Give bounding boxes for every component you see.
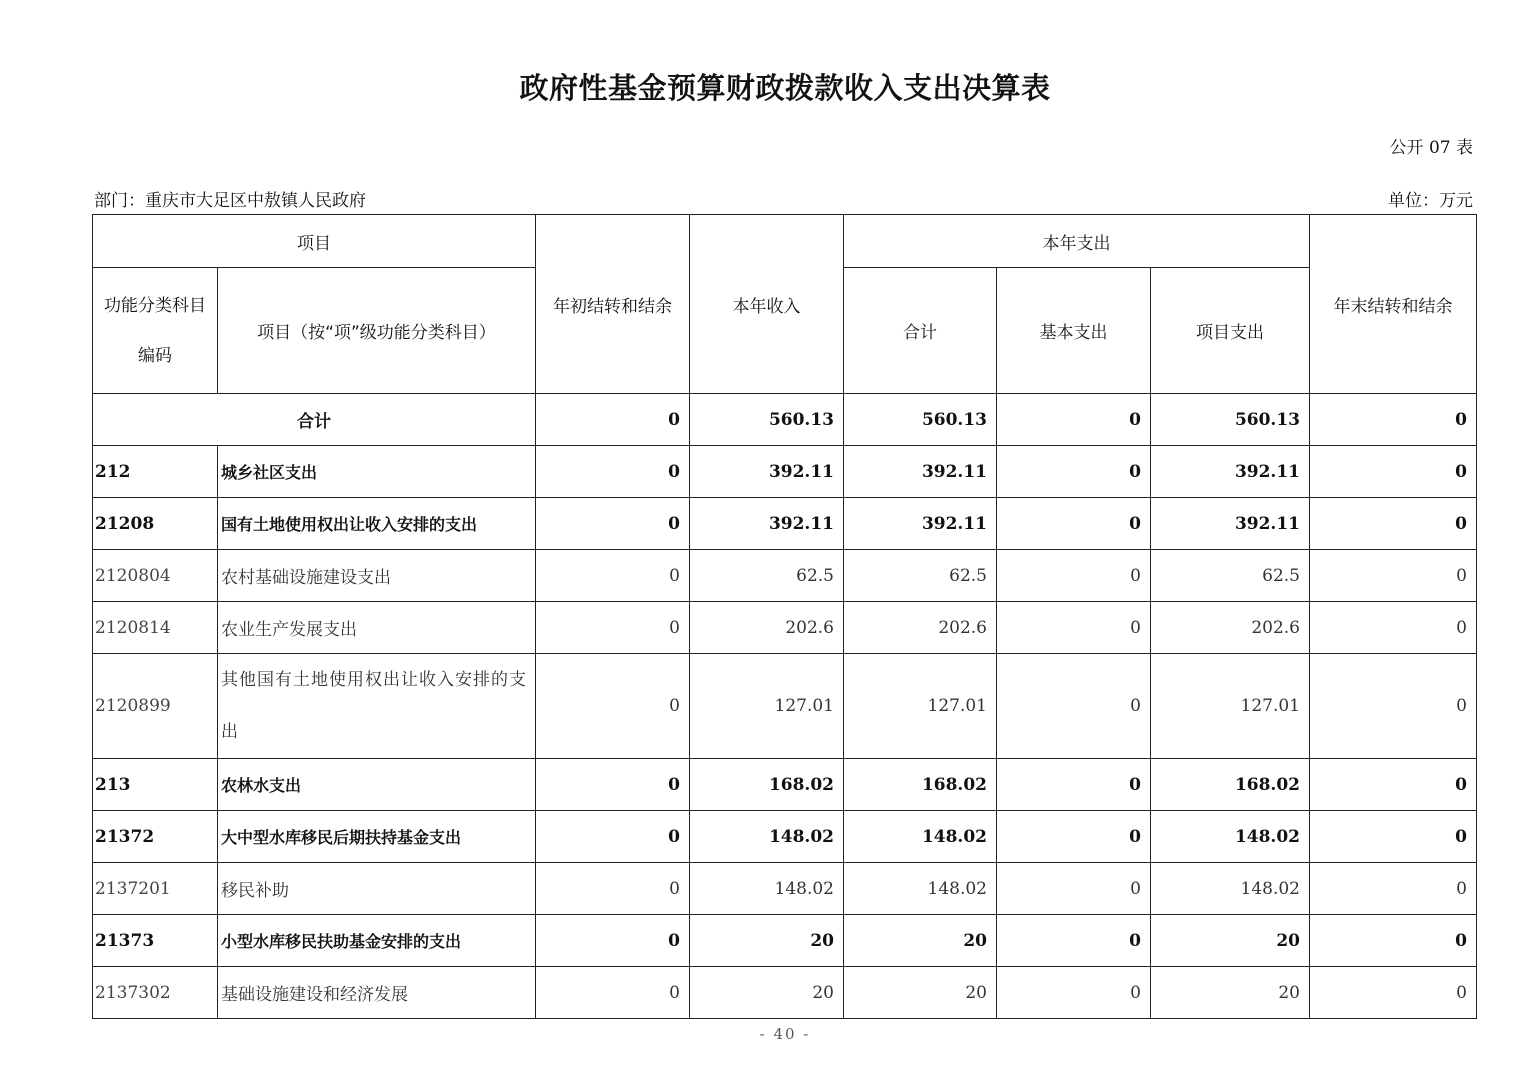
cell-project: 392.11 [1151,498,1310,550]
cell-basic: 0 [997,550,1151,602]
total-income: 560.13 [690,394,844,446]
cell-begin: 0 [536,811,690,863]
cell-income: 62.5 [690,550,844,602]
cell-total: 127.01 [844,654,997,759]
cell-total: 148.02 [844,811,997,863]
header-begin-balance: 年初结转和结余 [536,215,690,394]
cell-income: 148.02 [690,863,844,915]
cell-basic: 0 [997,915,1151,967]
cell-name: 基础设施建设和经济发展 [218,967,536,1019]
cell-code: 2120814 [93,602,218,654]
cell-project: 202.6 [1151,602,1310,654]
cell-total: 20 [844,967,997,1019]
table-row [93,967,1477,1019]
cell-basic: 0 [997,811,1151,863]
cell-code: 21208 [93,498,218,550]
cell-end: 0 [1310,967,1477,1019]
cell-total: 392.11 [844,498,997,550]
table-row [93,759,1477,811]
table-row [93,550,1477,602]
cell-name: 国有土地使用权出让收入安排的支出 [218,498,536,550]
cell-code: 21372 [93,811,218,863]
total-expense: 560.13 [844,394,997,446]
cell-begin: 0 [536,759,690,811]
cell-name: 大中型水库移民后期扶持基金支出 [218,811,536,863]
cell-basic: 0 [997,498,1151,550]
header-project-expense: 项目支出 [1151,268,1310,394]
cell-basic: 0 [997,967,1151,1019]
cell-income: 392.11 [690,446,844,498]
cell-begin: 0 [536,550,690,602]
table-row [93,811,1477,863]
budget-table [92,214,1477,1019]
cell-name: 城乡社区支出 [218,446,536,498]
cell-total: 392.11 [844,446,997,498]
cell-basic: 0 [997,654,1151,759]
cell-name: 农业生产发展支出 [218,602,536,654]
cell-begin: 0 [536,863,690,915]
cell-begin: 0 [536,446,690,498]
cell-project: 148.02 [1151,863,1310,915]
cell-end: 0 [1310,811,1477,863]
cell-end: 0 [1310,654,1477,759]
cell-project: 20 [1151,967,1310,1019]
header-item-name: 项目（按“项”级功能分类科目） [218,268,536,394]
cell-project: 127.01 [1151,654,1310,759]
cell-code: 2120899 [93,654,218,759]
cell-project: 168.02 [1151,759,1310,811]
header-end-balance: 年末结转和结余 [1310,215,1477,394]
cell-income: 127.01 [690,654,844,759]
table-row [93,863,1477,915]
cell-project: 392.11 [1151,446,1310,498]
cell-begin: 0 [536,602,690,654]
form-number: 公开 07 表 [1389,138,1473,158]
cell-end: 0 [1310,759,1477,811]
cell-total: 148.02 [844,863,997,915]
cell-code: 2120804 [93,550,218,602]
cell-total: 20 [844,915,997,967]
cell-code: 212 [93,446,218,498]
cell-basic: 0 [997,863,1151,915]
cell-project: 20 [1151,915,1310,967]
cell-name: 其他国有土地使用权出让收入安排的支出 [218,654,536,759]
cell-end: 0 [1310,915,1477,967]
header-row-1 [93,215,1477,268]
department-label: 部门：重庆市大足区中敖镇人民政府 [94,191,366,211]
table-row [93,915,1477,967]
cell-name: 农村基础设施建设支出 [218,550,536,602]
header-basic-expense: 基本支出 [997,268,1151,394]
cell-end: 0 [1310,550,1477,602]
cell-code: 2137201 [93,863,218,915]
cell-basic: 0 [997,602,1151,654]
cell-project: 62.5 [1151,550,1310,602]
cell-total: 202.6 [844,602,997,654]
cell-income: 202.6 [690,602,844,654]
total-row [93,394,1477,446]
table-row [93,446,1477,498]
cell-begin: 0 [536,915,690,967]
cell-basic: 0 [997,759,1151,811]
cell-end: 0 [1310,446,1477,498]
cell-project: 148.02 [1151,811,1310,863]
total-label: 合计 [93,394,536,446]
total-project: 560.13 [1151,394,1310,446]
cell-total: 168.02 [844,759,997,811]
page-title: 政府性基金预算财政拨款收入支出决算表 [519,71,1051,105]
cell-end: 0 [1310,602,1477,654]
cell-name: 小型水库移民扶助基金安排的支出 [218,915,536,967]
cell-income: 20 [690,967,844,1019]
header-func-code: 功能分类科目编码 [93,268,218,394]
table-row [93,602,1477,654]
table-row [93,654,1477,759]
cell-name: 农林水支出 [218,759,536,811]
cell-name: 移民补助 [218,863,536,915]
total-begin: 0 [536,394,690,446]
table-row [93,498,1477,550]
cell-code: 213 [93,759,218,811]
cell-total: 62.5 [844,550,997,602]
cell-income: 20 [690,915,844,967]
header-expense-total: 合计 [844,268,997,394]
total-end: 0 [1310,394,1477,446]
cell-income: 392.11 [690,498,844,550]
cell-begin: 0 [536,498,690,550]
header-income: 本年收入 [690,215,844,394]
cell-code: 2137302 [93,967,218,1019]
header-item: 项目 [93,215,536,268]
cell-begin: 0 [536,967,690,1019]
cell-basic: 0 [997,446,1151,498]
cell-code: 21373 [93,915,218,967]
cell-end: 0 [1310,863,1477,915]
cell-income: 168.02 [690,759,844,811]
unit-label: 单位：万元 [1388,191,1473,211]
cell-begin: 0 [536,654,690,759]
cell-end: 0 [1310,498,1477,550]
header-expense-group: 本年支出 [844,215,1310,268]
total-basic: 0 [997,394,1151,446]
page-number: - 40 - [759,1025,811,1043]
cell-income: 148.02 [690,811,844,863]
